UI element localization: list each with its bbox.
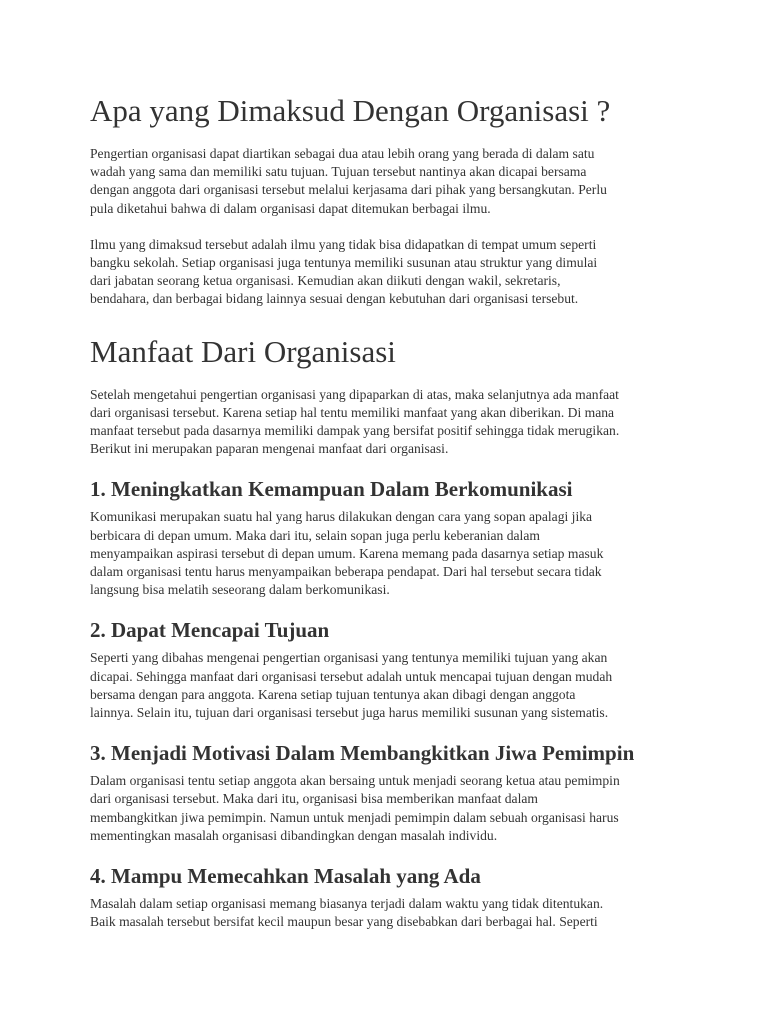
benefit-heading-4: 4. Mampu Memecahkan Masalah yang Ada bbox=[90, 864, 481, 889]
intro-paragraph-1: Pengertian organisasi dapat diartikan sebagai dua atau lebih orang yang berada di dalam satu wadah yang sama dan memiliki satu tujuan. Tujuan tersebut nantinya akan dicapai bersama dengan anggota dari organisasi tersebut melalui kerjasama dari pihak yang bersangkutan. Perlu pula diketahui bahwa di dalam organisasi dapat ditemukan berbagai ilmu. bbox=[90, 146, 607, 216]
benefit-text-4: Masalah dalam setiap organisasi memang biasanya terjadi dalam waktu yang tidak ditentukan. Baik masalah tersebut bersifat kecil maupun besar yang disebabkan dari berbagai hal. Seperti bbox=[90, 896, 604, 930]
benefit-heading-2: 2. Dapat Mencapai Tujuan bbox=[90, 618, 330, 643]
section-title: Manfaat Dari Organisasi bbox=[90, 333, 396, 369]
benefit-text-3: Dalam organisasi tentu setiap anggota akan bersaing untuk menjadi seorang ketua atau pemimpin dari organisasi tersebut. Maka dari itu, organisasi bisa memberikan manfaat dalam membangkitkan jiwa pemimpin. Namun untuk menjadi pemimpin dalam sebuah organisasi harus mementingkan masalah organisasi dibandingkan dengan masalah individu. bbox=[90, 773, 620, 843]
benefit-text-2: Seperti yang dibahas mengenai pengertian organisasi yang tentunya memiliki tujuan yang akan dicapai. Sehingga manfaat dari organisasi tersebut adalah untuk mencapai tujuan dengan mudah bersama dengan para anggota. Karena setiap tujuan tentunya akan dibagi dengan anggota lainnya. Selain itu, tujuan dari organisasi tersebut juga harus memiliki susunan yang sistematis. bbox=[90, 650, 613, 721]
section-paragraph: Setelah mengetahui pengertian organisasi yang dipaparkan di atas, maka selanjutnya ada manfaat dari organisasi tersebut. Karena setiap hal tentu memiliki manfaat yang akan diberikan. Di mana manfaat tersebut pada dasarnya memiliki dampak yang bersifat positif sehingga tidak merugikan. Berikut ini merupakan paparan mengenai manfaat dari organisasi. bbox=[90, 386, 620, 457]
intro-paragraph-2: Ilmu yang dimaksud tersebut adalah ilmu yang tidak bisa didapatkan di tempat umum seperti bangku sekolah. Setiap organisasi juga tentunya memiliki susunan atau struktur yang dimulai dari jabatan seorang ketua organisasi. Kemudian akan diikuti dengan wakil, sekretaris, bendahara, dan berbagai bidang lainnya sesuai dengan kebutuhan dari organisasi tersebut. bbox=[90, 236, 598, 307]
benefit-heading-1: 1. Meningkatkan Kemampuan Dalam Berkomunikasi bbox=[90, 477, 573, 502]
document-page bbox=[90, 92, 690, 931]
benefit-text-1: Komunikasi merupakan suatu hal yang harus dilakukan dengan cara yang sopan apalagi jika berbicara di depan umum. Maka dari itu, selain sopan juga perlu keberanian dalam menyampaikan aspirasi tersebut di depan umum. Karena memang pada dasarnya setiap masuk dalam organisasi tentu harus menyampaikan beberapa pendapat. Dari hal tersebut secara tidak langsung bisa melatih seseorang dalam berkomunikasi. bbox=[90, 509, 604, 598]
page-title: Apa yang Dimaksud Dengan Organisasi ? bbox=[90, 93, 611, 128]
benefit-heading-3: 3. Menjadi Motivasi Dalam Membangkitkan Jiwa Pemimpin bbox=[90, 741, 635, 766]
